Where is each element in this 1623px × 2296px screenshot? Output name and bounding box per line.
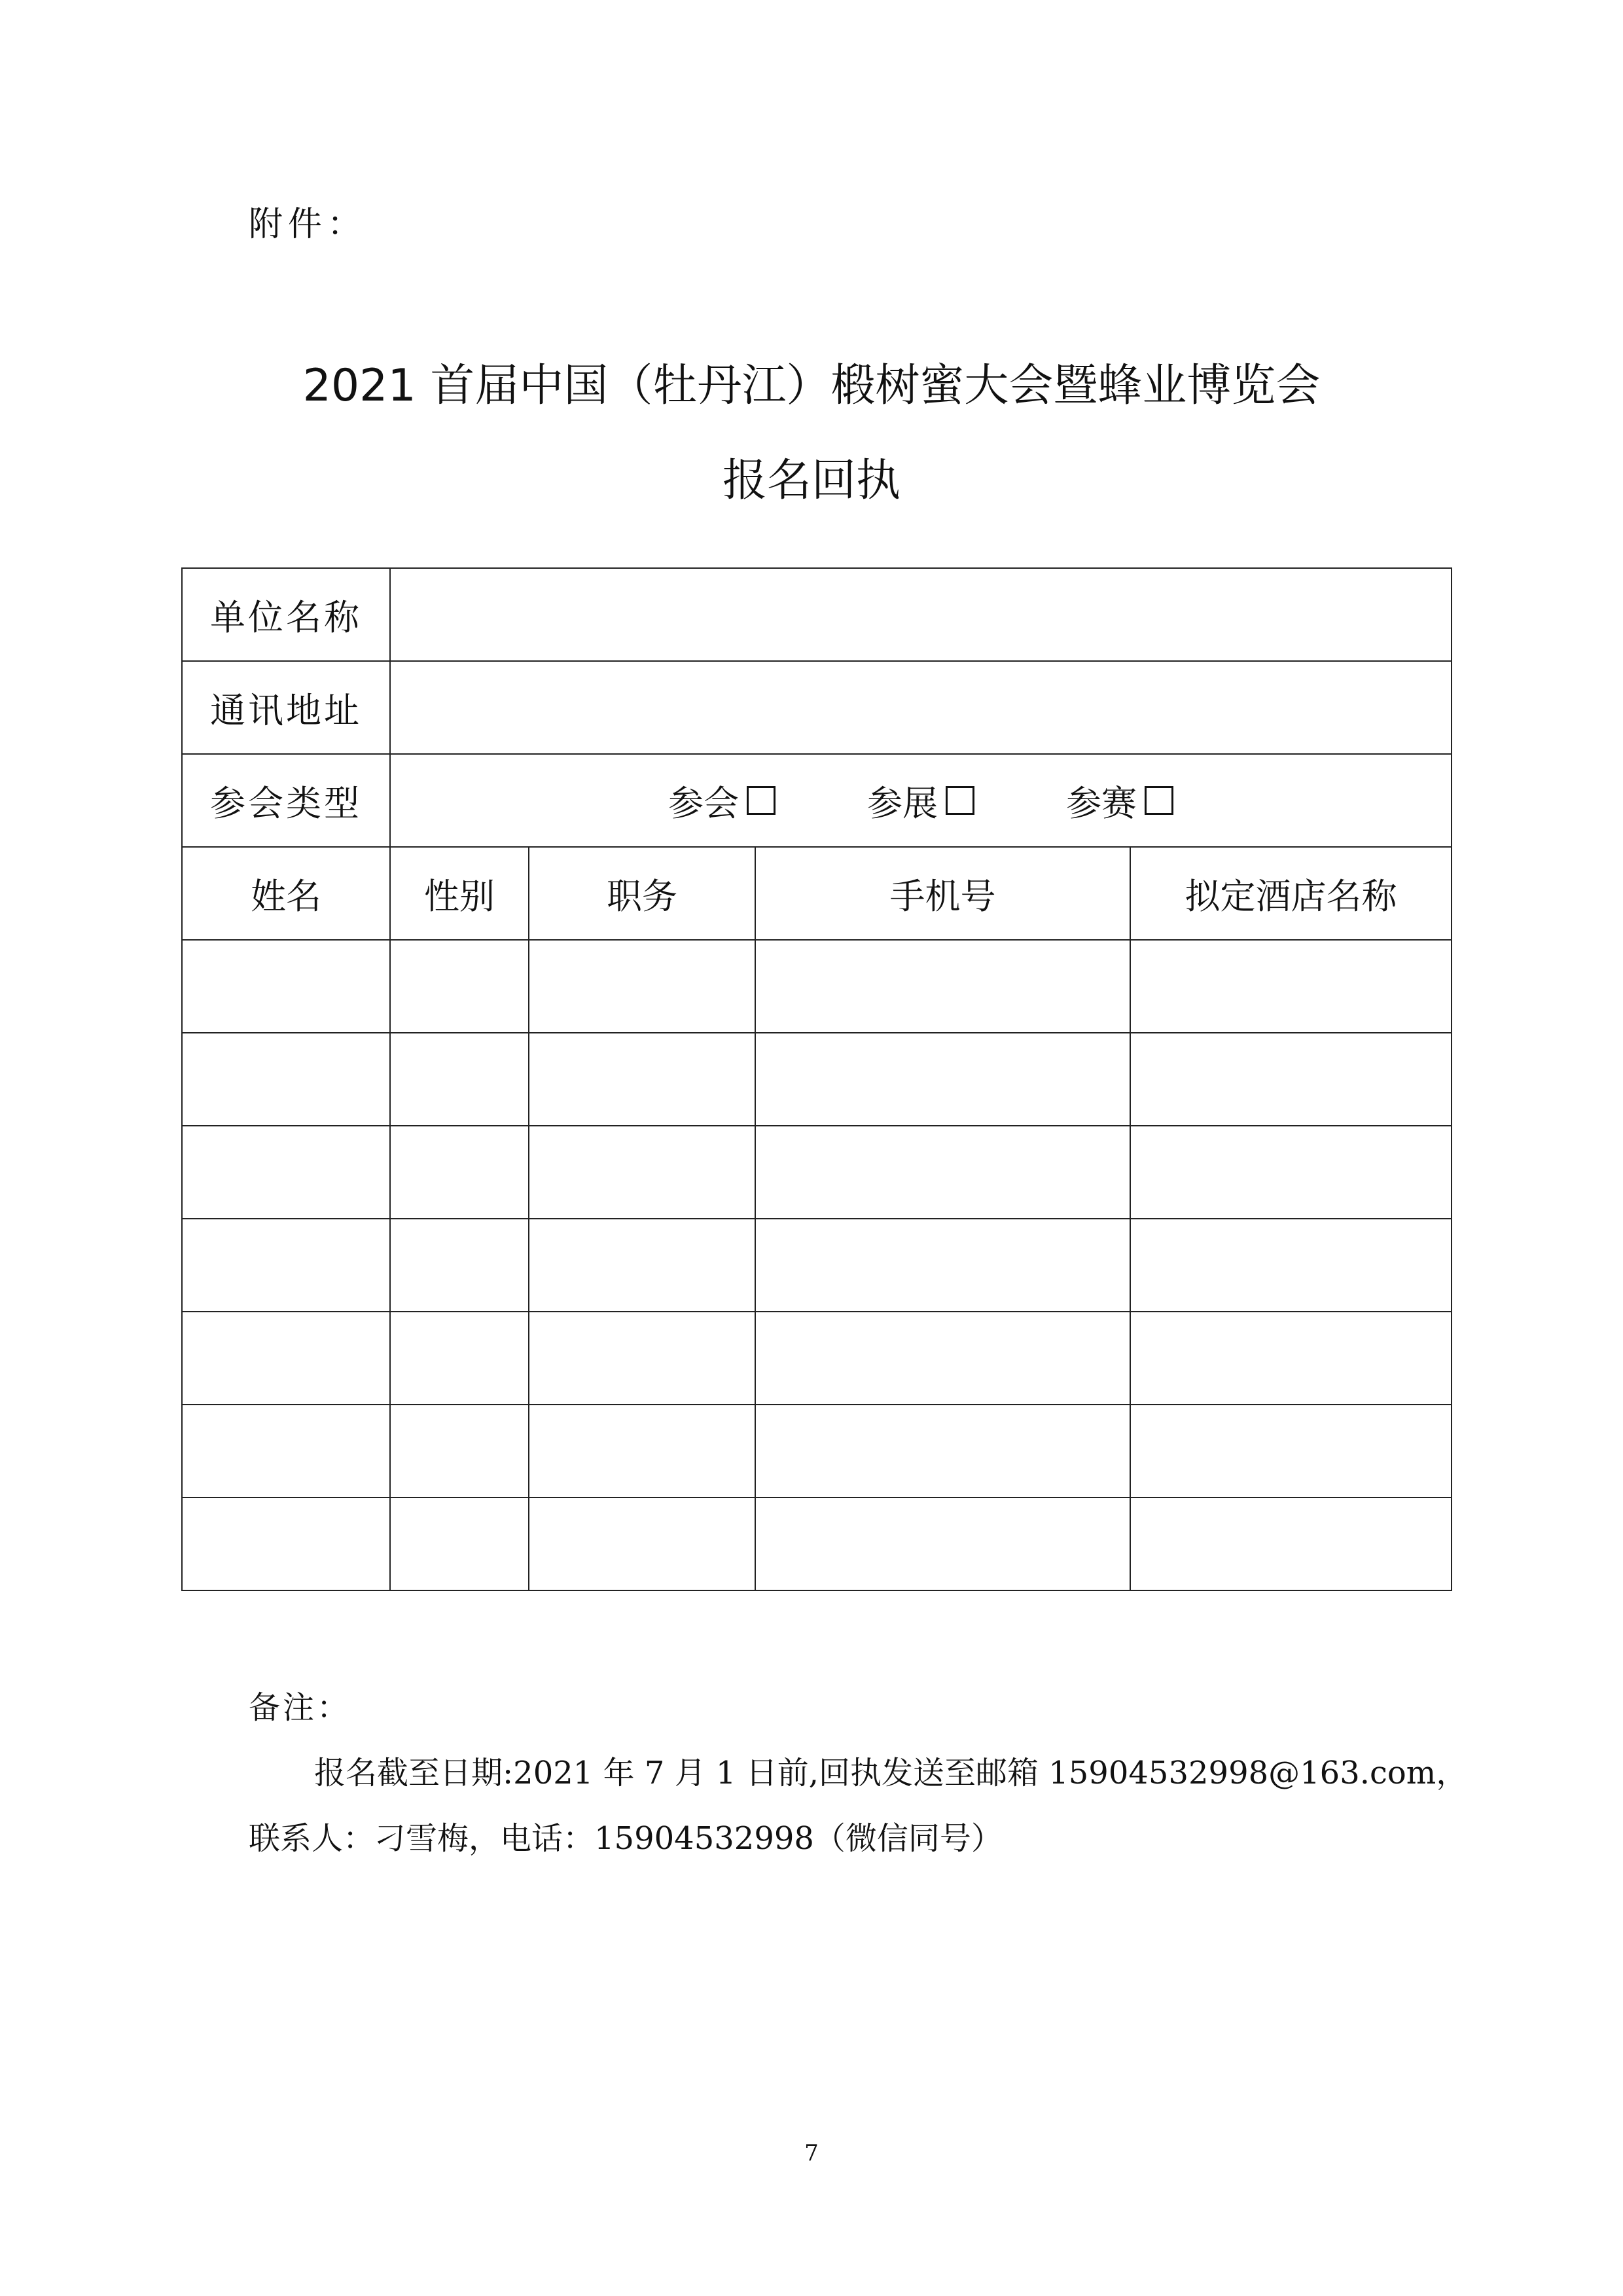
cell-name[interactable] [182,1033,390,1126]
notes-label: 备注： [249,1689,351,1726]
option-compete[interactable] [1066,776,1173,826]
cell-phone[interactable] [755,1033,1130,1126]
document-subtitle: 报名回执 [722,455,901,507]
participation-options [390,754,1452,847]
cell-hotel[interactable] [1130,1498,1452,1590]
cell-name[interactable] [182,1219,390,1312]
attachment-label: 附件： [249,205,367,244]
attendee-row [182,1033,1452,1126]
cell-position[interactable] [529,1219,755,1312]
cell-hotel[interactable] [1130,1126,1452,1219]
attendee-row [182,1126,1452,1219]
cell-hotel[interactable] [1130,1312,1452,1405]
cell-phone[interactable] [755,1126,1130,1219]
option-exhibit[interactable] [867,776,974,826]
cell-hotel[interactable] [1130,940,1452,1033]
cell-phone[interactable] [755,1498,1130,1590]
page-number: 7 [804,2140,819,2166]
notes-contact: 联系人：刁雪梅，电话：15904532998（微信同号） [249,1820,1003,1857]
address-row [182,661,1452,754]
unit-name-row [182,568,1452,661]
option-attend[interactable] [668,776,776,826]
cell-position[interactable] [529,1498,755,1590]
column-header-gender: 性别 [390,847,529,940]
cell-name[interactable] [182,1498,390,1590]
cell-phone[interactable] [755,1312,1130,1405]
cell-position[interactable] [529,1033,755,1126]
cell-gender[interactable] [390,1219,529,1312]
participation-type-label: 参会类型 [182,754,390,847]
column-header-phone: 手机号 [755,847,1130,940]
attendee-row [182,1219,1452,1312]
column-header-position: 职务 [529,847,755,940]
participation-type-row [182,754,1452,847]
address-field[interactable] [390,661,1452,754]
cell-gender[interactable] [390,1033,529,1126]
column-header-name: 姓名 [182,847,390,940]
unit-name-field[interactable] [390,568,1452,661]
cell-name[interactable] [182,1405,390,1498]
cell-gender[interactable] [390,940,529,1033]
compete-checkbox[interactable] [1145,786,1173,815]
cell-position[interactable] [529,1405,755,1498]
notes-deadline: 报名截至日期:2021 年 7 月 1 日前,回执发送至邮箱 15904532998@163.com， [314,1755,1468,1791]
registration-form-table [181,567,1452,1591]
cell-name[interactable] [182,1312,390,1405]
address-label: 通讯地址 [182,661,390,754]
attendee-row [182,1405,1452,1498]
document-title: 2021 首届中国（牡丹江）椴树蜜大会暨蜂业博览会 [302,360,1321,412]
cell-phone[interactable] [755,1219,1130,1312]
cell-name[interactable] [182,940,390,1033]
cell-gender[interactable] [390,1312,529,1405]
cell-gender[interactable] [390,1126,529,1219]
column-header-hotel: 拟定酒店名称 [1130,847,1452,940]
option-exhibit-label: 参展 [867,782,938,824]
option-attend-label: 参会 [668,782,739,824]
cell-position[interactable] [529,1312,755,1405]
option-compete-label: 参赛 [1066,782,1137,824]
attendee-row [182,1498,1452,1590]
cell-phone[interactable] [755,940,1130,1033]
attend-checkbox[interactable] [747,786,776,815]
cell-position[interactable] [529,1126,755,1219]
cell-gender[interactable] [390,1405,529,1498]
exhibit-checkbox[interactable] [946,786,974,815]
attendee-row [182,1312,1452,1405]
attendee-row [182,940,1452,1033]
cell-position[interactable] [529,940,755,1033]
attendee-header-row [182,847,1452,940]
unit-name-label: 单位名称 [182,568,390,661]
cell-hotel[interactable] [1130,1405,1452,1498]
cell-phone[interactable] [755,1405,1130,1498]
cell-name[interactable] [182,1126,390,1219]
cell-hotel[interactable] [1130,1033,1452,1126]
cell-gender[interactable] [390,1498,529,1590]
cell-hotel[interactable] [1130,1219,1452,1312]
